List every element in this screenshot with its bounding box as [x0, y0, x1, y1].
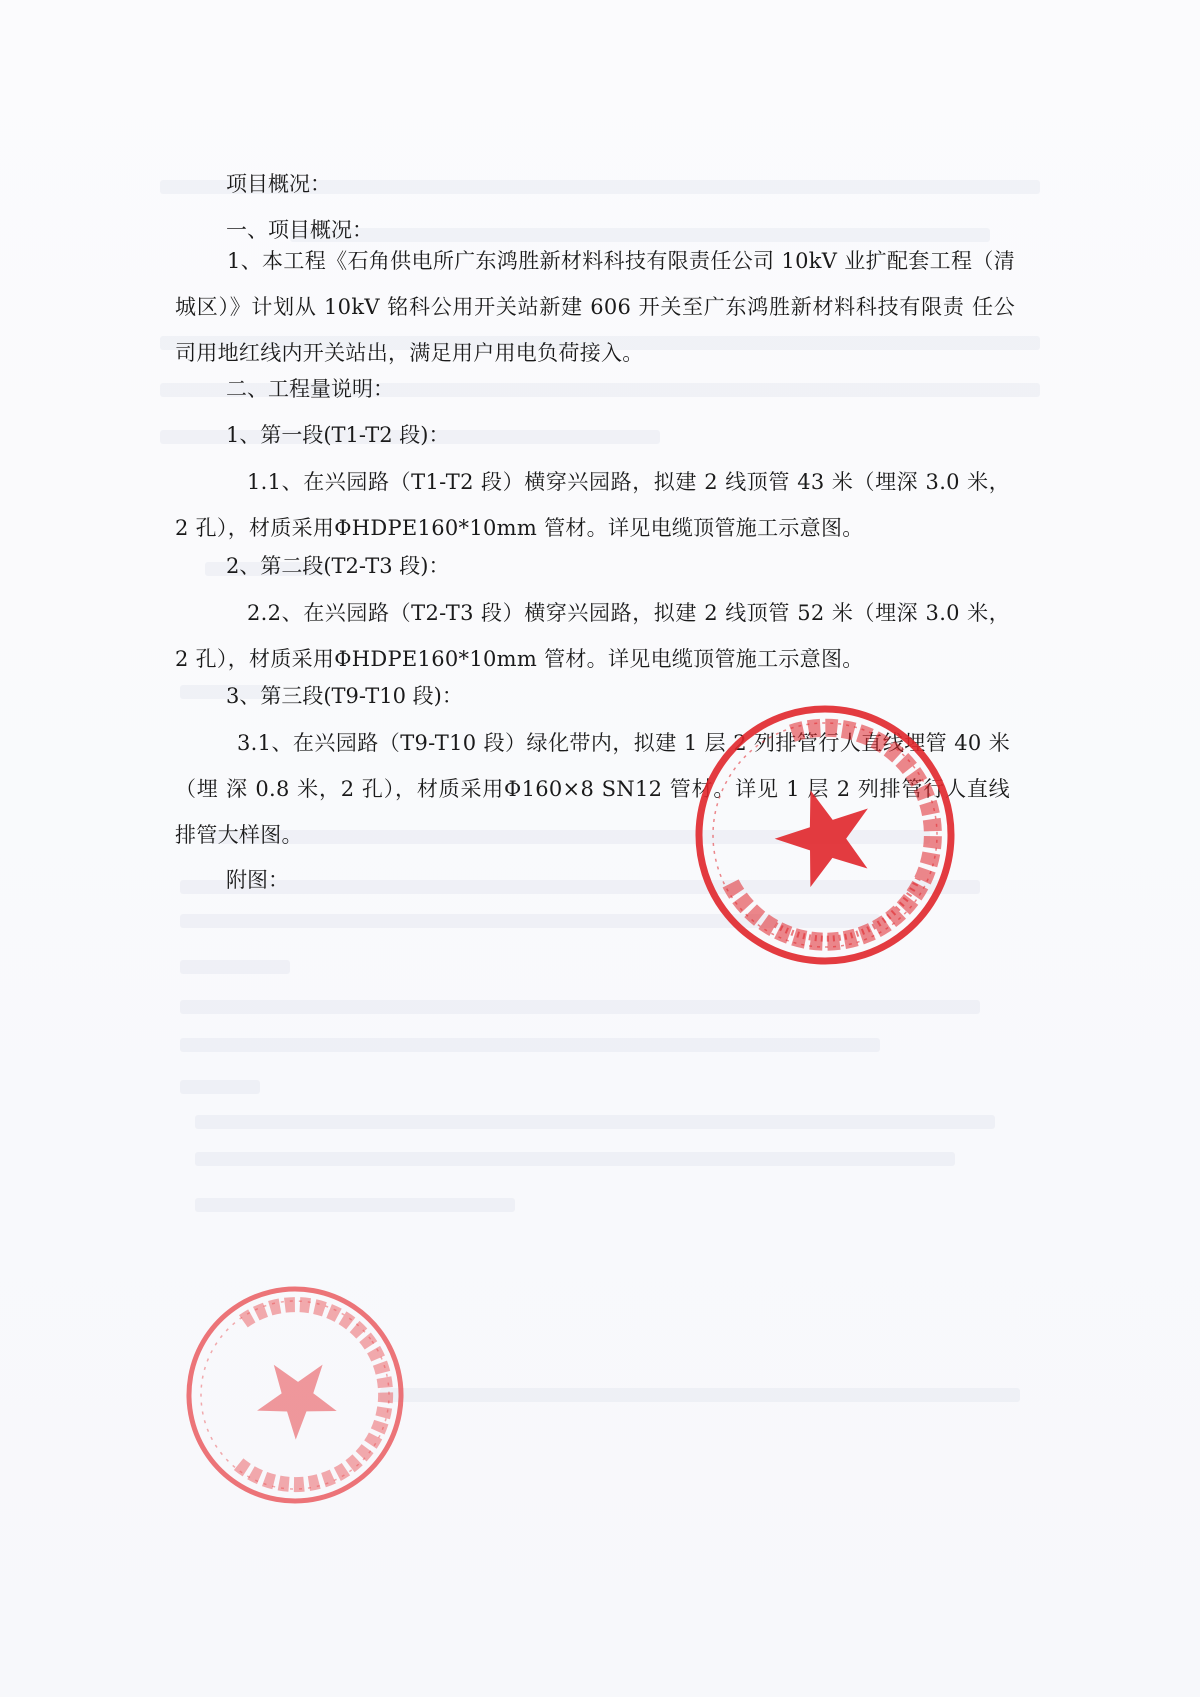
company-seal-stamp	[690, 700, 960, 970]
section-1-title: 一、项目概况：	[226, 218, 373, 242]
bleed-through-line	[180, 1080, 260, 1094]
bleed-through-line	[195, 1152, 955, 1166]
section-1-paragraph: 1、本工程《石角供电所广东鸿胜新材料科技有限责任公司 10kV 业扩配套工程（清 城区）》计划从 10kV 铭科公用开关站新建 606 开关至广东鸿胜新材料科技有限责 任公司用地红线内开关站出，满足用户用电负荷接入。	[175, 249, 1015, 365]
segment-2-title: 2、第二段(T2-T3 段)：	[226, 554, 450, 578]
bleed-through-line	[180, 1000, 980, 1014]
document-heading: 项目概况：	[226, 172, 331, 196]
secondary-seal-stamp	[180, 1280, 410, 1510]
segment-3-text: 3.1、在兴园路（T9-T10 段）绿化带内，拟建 1 层 2 列排管行人直线埋管 40 米（埋 深 0.8 米，2 孔），材质采用Φ160×8 SN12 管材。详见 1 层 2 列排管行人直线排管大样图。	[175, 731, 1010, 847]
bleed-through-line	[180, 960, 290, 974]
segment-1-title: 1、第一段(T1-T2 段)：	[226, 423, 450, 447]
bleed-through-line	[180, 1038, 880, 1052]
section-2-title: 二、工程量说明：	[226, 377, 394, 401]
bleed-through-line	[195, 1115, 995, 1129]
segment-3-title: 3、第三段(T9-T10 段)：	[226, 684, 463, 708]
segment-2-text: 2.2、在兴园路（T2-T3 段）横穿兴园路，拟建 2 线顶管 52 米（埋深 3.0 米，2 孔），材质采用ΦHDPE160*10mm 管材。详见电缆顶管施工示意图。	[175, 601, 1010, 671]
bleed-through-line	[380, 1388, 1020, 1402]
segment-1-text: 1.1、在兴园路（T1-T2 段）横穿兴园路，拟建 2 线顶管 43 米（埋深 3.0 米，2 孔），材质采用ΦHDPE160*10mm 管材。详见电缆顶管施工示意图。	[175, 470, 1010, 540]
bleed-through-line	[195, 1198, 515, 1212]
attachment-label: 附图：	[226, 868, 289, 892]
